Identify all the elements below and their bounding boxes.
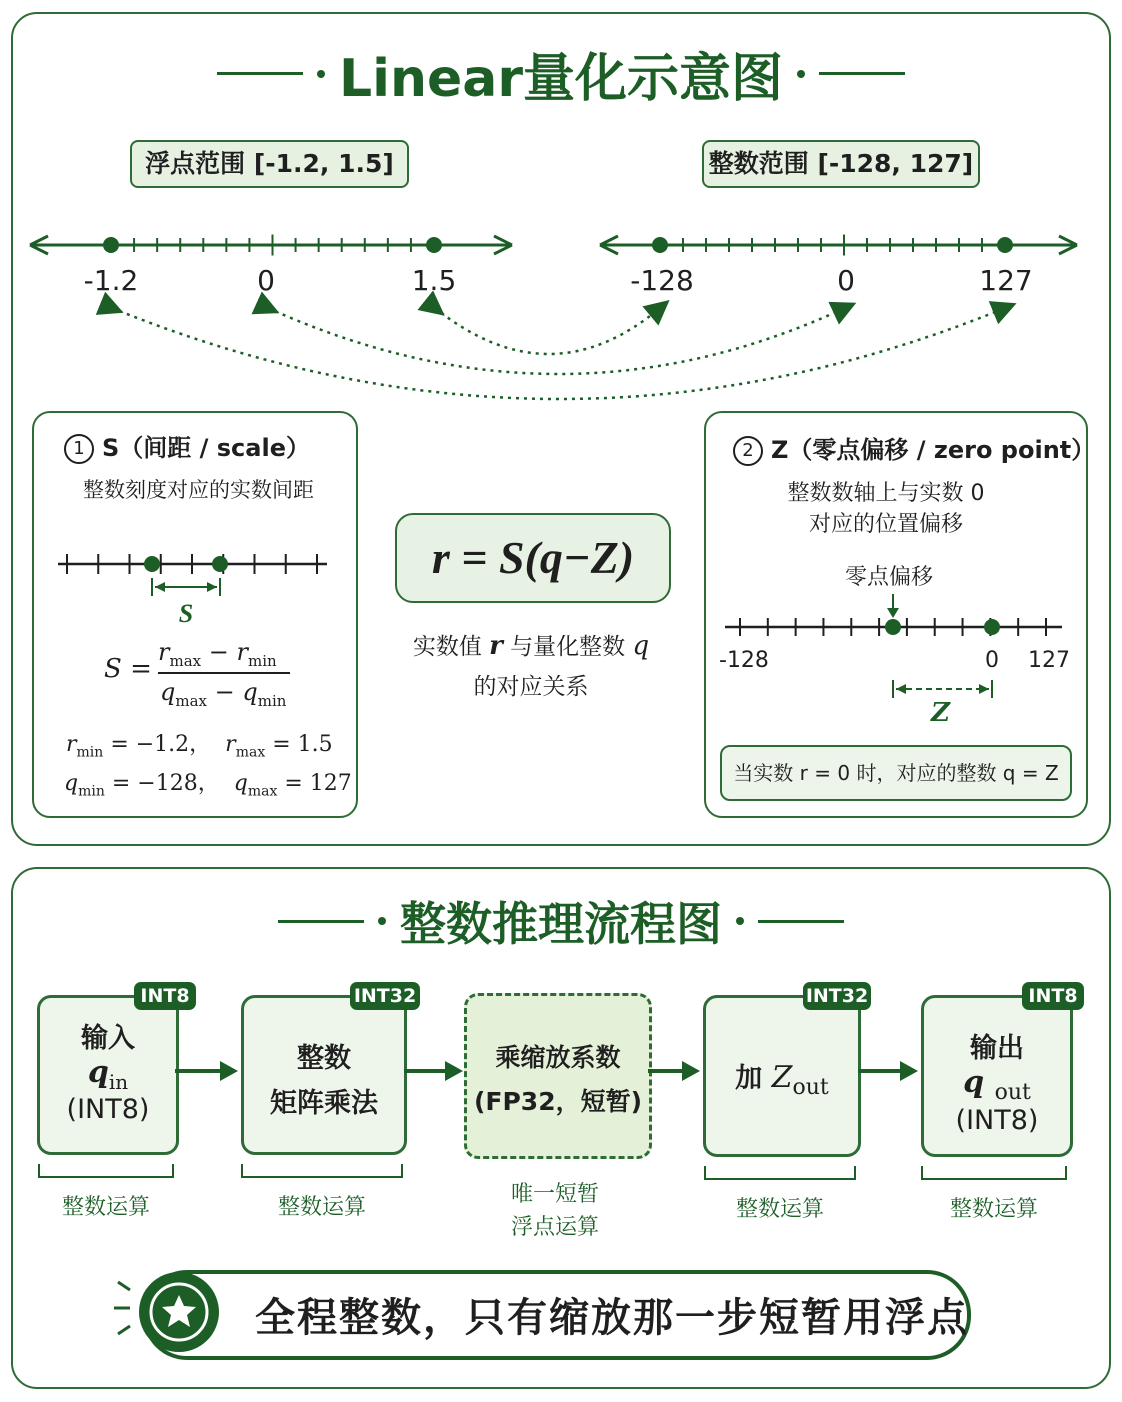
step-matmul: 整数 矩阵乘法 — [241, 995, 407, 1155]
scale-desc: 整数刻度对应的实数间距 — [83, 478, 314, 502]
star-badge-icon — [112, 1268, 222, 1358]
scale-formula-numerator: $r_{max} - r_{min}$ — [158, 638, 277, 670]
int-axis — [600, 235, 1077, 256]
float-tick-max: 1.5 — [411, 264, 457, 297]
int-range-label: 整数范围 [-128, 127] — [702, 140, 980, 188]
zero-offset-label: 零点偏移 — [845, 565, 934, 590]
scale-card-title: 1 S（间距 / scale） — [64, 428, 310, 464]
badge-int32-add: INT32 — [803, 982, 871, 1010]
label-int-op-1: 整数运算 — [61, 1195, 150, 1220]
number-lines-diagram — [0, 0, 1122, 420]
step-scale: 乘缩放系数 (FP32，短暂) — [464, 993, 652, 1159]
int-inference-title: 整数推理流程图 — [0, 888, 1122, 954]
z-label: Z — [931, 698, 950, 728]
int-tick-min: -128 — [630, 264, 694, 297]
step-input: 输入 $q_{in}$ (INT8) — [37, 995, 179, 1155]
step-number-1: 1 — [64, 434, 94, 464]
badge-int32-matmul: INT32 — [350, 982, 420, 1010]
step-output: 输出 q $_{out}$ (INT8) — [921, 995, 1073, 1157]
float-axis — [30, 235, 512, 256]
map-arc-zero — [268, 308, 845, 374]
label-float-op-1: 唯一短暂 — [510, 1182, 599, 1207]
float-range-label: 浮点范围 [-1.2, 1.5] — [130, 140, 409, 188]
fraction-bar — [158, 672, 290, 674]
label-float-op-2: 浮点运算 — [510, 1215, 599, 1240]
zero-card-title: 2 Z（零点偏移 / zero point） — [733, 430, 1095, 466]
zero-point-note: 当实数 r = 0 时，对应的整数 q = Z — [720, 745, 1072, 801]
label-int-op-2: 整数运算 — [277, 1195, 366, 1220]
step-number-2: 2 — [733, 436, 763, 466]
badge-int8-input: INT8 — [134, 982, 196, 1010]
s-label: S — [178, 599, 194, 628]
float-tick-min: -1.2 — [83, 264, 139, 297]
step-add-zero: 加 $Z_{out}$ — [703, 995, 861, 1157]
summary-text: 全程整数，只有缩放那一步短暂用浮点 — [255, 1295, 969, 1341]
range-values-q: $q_{min} = -128$， $q_{max} = 127$ — [64, 771, 352, 800]
map-arc-max — [435, 308, 660, 354]
formula-desc-line2: 的对应关系 — [473, 674, 589, 700]
scale-formula-denominator: $q_{max} - q_{min}$ — [160, 678, 287, 710]
badge-int8-output: INT8 — [1022, 982, 1084, 1010]
zero-tick-zero: 0 — [985, 648, 999, 673]
linear-quant-title: Linear量化示意图 — [0, 36, 1122, 111]
formula-desc-line1: 实数值 r 与量化整数 q — [412, 631, 650, 661]
map-arc-min — [112, 308, 1005, 399]
zero-tick-max: 127 — [1028, 648, 1070, 673]
zero-desc-2: 对应的位置偏移 — [808, 512, 963, 537]
int-max-dot — [997, 237, 1013, 253]
zero-desc-1: 整数数轴上与实数 0 — [787, 481, 985, 506]
int-tick-max: 127 — [979, 264, 1033, 297]
float-tick-zero: 0 — [257, 264, 275, 297]
scale-formula-lhs: S = — [104, 654, 152, 684]
range-values-r: $r_{min} = -1.2$， $r_{max} = 1.5$ — [66, 732, 333, 761]
label-int-op-3: 整数运算 — [735, 1197, 824, 1222]
float-min-dot — [103, 237, 119, 253]
label-int-op-4: 整数运算 — [949, 1197, 1038, 1222]
quant-formula: r = S(q−Z) — [395, 513, 671, 603]
float-max-dot — [426, 237, 442, 253]
zero-tick-min: -128 — [719, 648, 769, 673]
int-tick-zero: 0 — [837, 264, 855, 297]
flow-arrows — [0, 1040, 1122, 1200]
zero-mini-axis — [720, 592, 1070, 732]
int-min-dot — [652, 237, 668, 253]
scale-mini-axis — [55, 540, 335, 630]
